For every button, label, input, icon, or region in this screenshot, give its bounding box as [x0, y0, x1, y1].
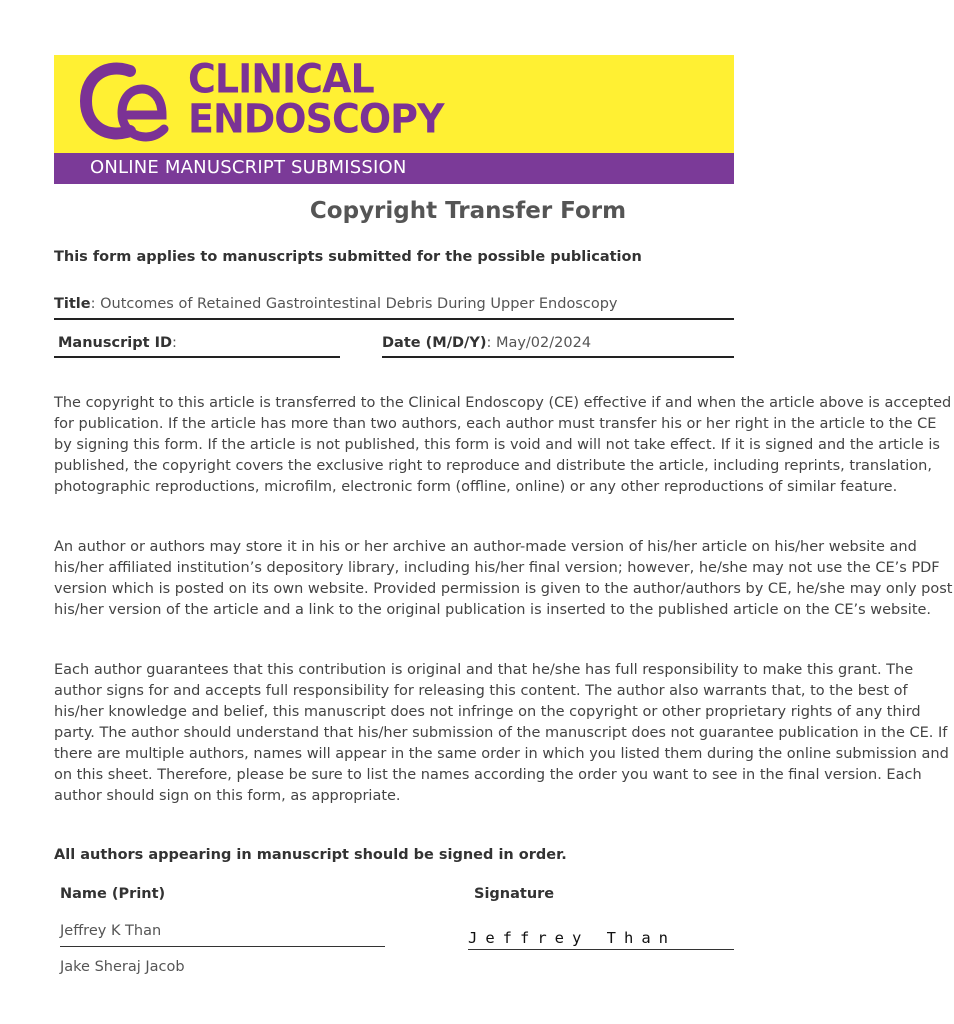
- manuscript-id-label: Manuscript ID: [58, 335, 172, 351]
- submission-label: ONLINE MANUSCRIPT SUBMISSION: [90, 157, 407, 178]
- journal-name-line1: CLINICAL: [188, 55, 374, 103]
- ce-logo-icon: [78, 57, 170, 149]
- name-column-header: Name (Print): [60, 886, 166, 902]
- date-field: [382, 335, 734, 358]
- date-label: Date (M/D/Y): [382, 335, 487, 351]
- authors-note: All authors appearing in manuscript should be signed in order.: [54, 847, 567, 863]
- title-label: Title: [54, 296, 91, 312]
- author-signature-1: Jeffrey Than: [468, 929, 734, 950]
- paragraph-guarantee: Each author guarantees that this contribution is original and that he/she has full responsibility to make this grant. The author signs for and accepts full responsibility for releasing this content. The author also warrants that, to the best of his/her knowledge and belief, this manuscript does not infringe on the copyright or other proprietary rights of any third party. The author should understand that his/her submission of the manuscript does not guarantee publication in the CE. If there are multiple authors, names will appear in the same order in which you listed them during the online submission and on this sheet. Therefore, please be sure to list the names according the order you want to see in the final version. Each author should sign on this form, as appropriate.: [54, 662, 949, 804]
- signature-column-header: Signature: [474, 886, 555, 902]
- paragraph-archive: An author or authors may store it in his or her archive an author-made version of his/her article on his/her website and his/her affiliated institution’s depository library, including his/her final version; however, he/she may not use the CE’s PDF version which is posted on its own website. Provided permission is given to the author/authors by CE, he/she may only post his/her version of the article and a link to the original publication is inserted to the published article on the CE’s website.: [54, 539, 953, 618]
- submission-bar: [54, 153, 734, 184]
- author-name-2: Jake Sheraj Jacob: [60, 959, 185, 975]
- journal-name: [188, 55, 444, 143]
- manuscript-title-field: [54, 296, 734, 320]
- journal-name-line2: ENDOSCOPY: [188, 95, 444, 143]
- title-value: : Outcomes of Retained Gastrointestinal Debris During Upper Endoscopy: [90, 296, 618, 312]
- date-value: : May/02/2024: [486, 335, 592, 351]
- manuscript-id-field: [54, 335, 340, 358]
- author-name-1: Jeffrey K Than: [60, 923, 385, 947]
- form-title: Copyright Transfer Form: [309, 198, 627, 224]
- applies-statement: This form applies to manuscripts submitted for the possible publication: [54, 249, 642, 265]
- manuscript-id-value: :: [172, 335, 177, 351]
- journal-banner: [54, 55, 734, 153]
- paragraph-copyright: The copyright to this article is transferred to the Clinical Endoscopy (CE) effective if and when the article above is accepted for publication. If the article has more than two authors, each author must transfer his or her right in the article to the CE by signing this form. If the article is not published, this form is void and will not take effect. If it is signed and the article is published, the copyright covers the exclusive right to reproduce and distribute the article, including reprints, translation, photographic reproductions, microfilm, electronic form (offline, online) or any other reproductions of similar feature.: [54, 395, 952, 495]
